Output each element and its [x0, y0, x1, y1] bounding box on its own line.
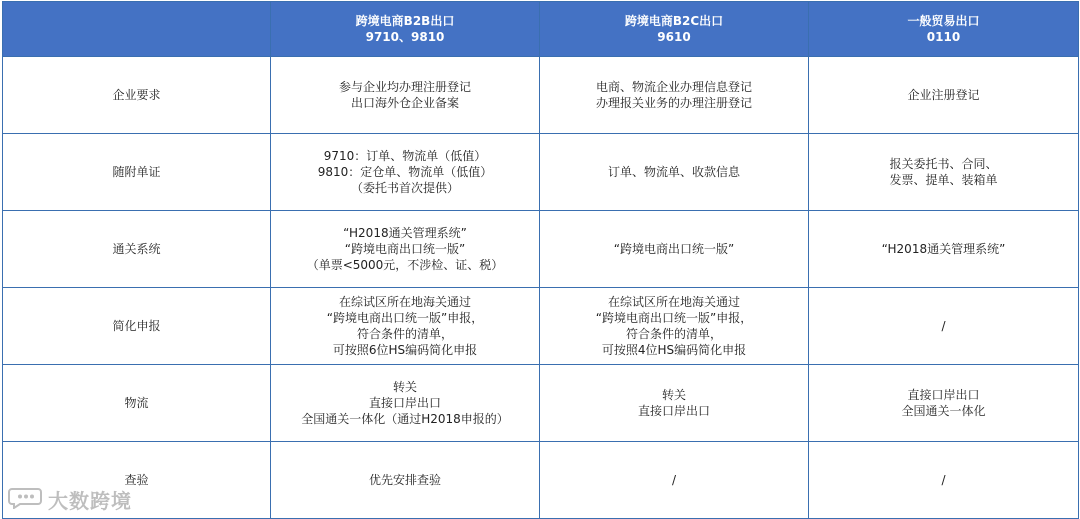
- cell-line: “H2018通关管理系统”: [343, 226, 467, 240]
- cell-line: 企业注册登记: [907, 88, 980, 102]
- header-general: [809, 2, 1079, 57]
- table-cell: [271, 288, 540, 365]
- header-b2b: [271, 2, 540, 57]
- table-row: [3, 365, 1079, 442]
- cell-line: “跨境电商出口统一版”: [344, 242, 466, 256]
- header-b2b-code: 9710、9810: [365, 30, 445, 44]
- table-cell: [540, 288, 809, 365]
- header-b2c-code: 9610: [657, 30, 691, 44]
- cell-line: 9710：订单、物流单（低值）: [323, 149, 487, 163]
- row-label: 简化申报: [3, 288, 271, 365]
- header-general-code: 0110: [926, 30, 961, 44]
- table-row: [3, 288, 1079, 365]
- cell-line: 发票、提单、装箱单: [889, 173, 998, 187]
- cell-line: （单票<5000元，不涉检、证、税）: [306, 258, 504, 272]
- cell-line: 出口海外仓企业备案: [350, 96, 459, 110]
- row-label: 通关系统: [3, 211, 271, 288]
- cell-line: 在综试区所在地海关通过: [338, 295, 471, 309]
- cell-line: 订单、物流单、收款信息: [607, 165, 740, 179]
- table-cell: [540, 442, 809, 519]
- row-label: 查验: [3, 442, 271, 519]
- row-label: 物流: [3, 365, 271, 442]
- cell-line: 9810：定仓单、物流单（低值）: [317, 165, 493, 179]
- cell-line: （委托书首次提供）: [350, 181, 459, 195]
- header-b2c-title: 跨境电商B2C出口: [624, 14, 724, 28]
- cell-line: 报关委托书、合同、: [889, 157, 998, 171]
- cell-line: “跨境电商出口统一版”: [613, 242, 735, 256]
- table-row: [3, 211, 1079, 288]
- cell-line: “H2018通关管理系统”: [881, 242, 1006, 256]
- table-cell: [809, 211, 1079, 288]
- table-cell: [809, 442, 1079, 519]
- table-cell: [540, 211, 809, 288]
- table-body: [3, 57, 1079, 519]
- cell-line: /: [671, 473, 677, 487]
- table-cell: [271, 134, 540, 211]
- cell-line: 在综试区所在地海关通过: [607, 295, 740, 309]
- chat-bubble-logo-icon: [8, 485, 42, 513]
- table-row: [3, 442, 1079, 519]
- table-cell: [271, 365, 540, 442]
- comparison-table: [2, 1, 1079, 519]
- table-cell: [271, 211, 540, 288]
- cell-line: 可按照6位HS编码简化申报: [332, 343, 478, 357]
- table-cell: [809, 365, 1079, 442]
- table-cell: [809, 134, 1079, 211]
- cell-line: 符合条件的清单，: [356, 327, 453, 341]
- watermark: [8, 484, 132, 514]
- cell-line: 办理报关业务的办理注册登记: [595, 96, 752, 110]
- cell-line: 直接口岸出口: [368, 396, 441, 410]
- cell-line: 直接口岸出口: [637, 404, 710, 418]
- cell-line: “跨境电商出口统一版”申报，: [595, 311, 753, 325]
- table-cell: [809, 57, 1079, 134]
- cell-line: 转关: [392, 380, 417, 394]
- cell-line: 电商、物流企业办理信息登记: [595, 80, 752, 94]
- cell-line: 全国通关一体化（通过H2018申报的）: [301, 412, 509, 426]
- cell-line: 直接口岸出口: [907, 388, 980, 402]
- table-cell: [271, 442, 540, 519]
- cell-line: 转关: [661, 388, 686, 402]
- header-b2b-title: 跨境电商B2B出口: [355, 14, 455, 28]
- cell-line: 可按照4位HS编码简化申报: [601, 343, 747, 357]
- cell-line: 符合条件的清单，: [625, 327, 722, 341]
- cell-line: 全国通关一体化: [901, 404, 986, 418]
- table-cell: [540, 365, 809, 442]
- cell-line: /: [941, 319, 946, 333]
- table-cell: [809, 288, 1079, 365]
- header-row: [3, 2, 1079, 57]
- header-general-title: 一般贸易出口: [907, 14, 980, 28]
- header-b2c: [540, 2, 809, 57]
- table-row: [3, 57, 1079, 134]
- row-label: 企业要求: [3, 57, 271, 134]
- table-cell: [540, 57, 809, 134]
- cell-line: 优先安排查验: [368, 473, 441, 487]
- table-cell: [271, 57, 540, 134]
- header-corner: [3, 2, 271, 57]
- table-row: [3, 134, 1079, 211]
- row-label: 随附单证: [3, 134, 271, 211]
- table-cell: [540, 134, 809, 211]
- cell-line: 参与企业均办理注册登记: [338, 80, 471, 94]
- watermark-text: 大数跨境: [48, 488, 132, 513]
- cell-line: /: [941, 473, 946, 487]
- cell-line: “跨境电商出口统一版”申报，: [326, 311, 484, 325]
